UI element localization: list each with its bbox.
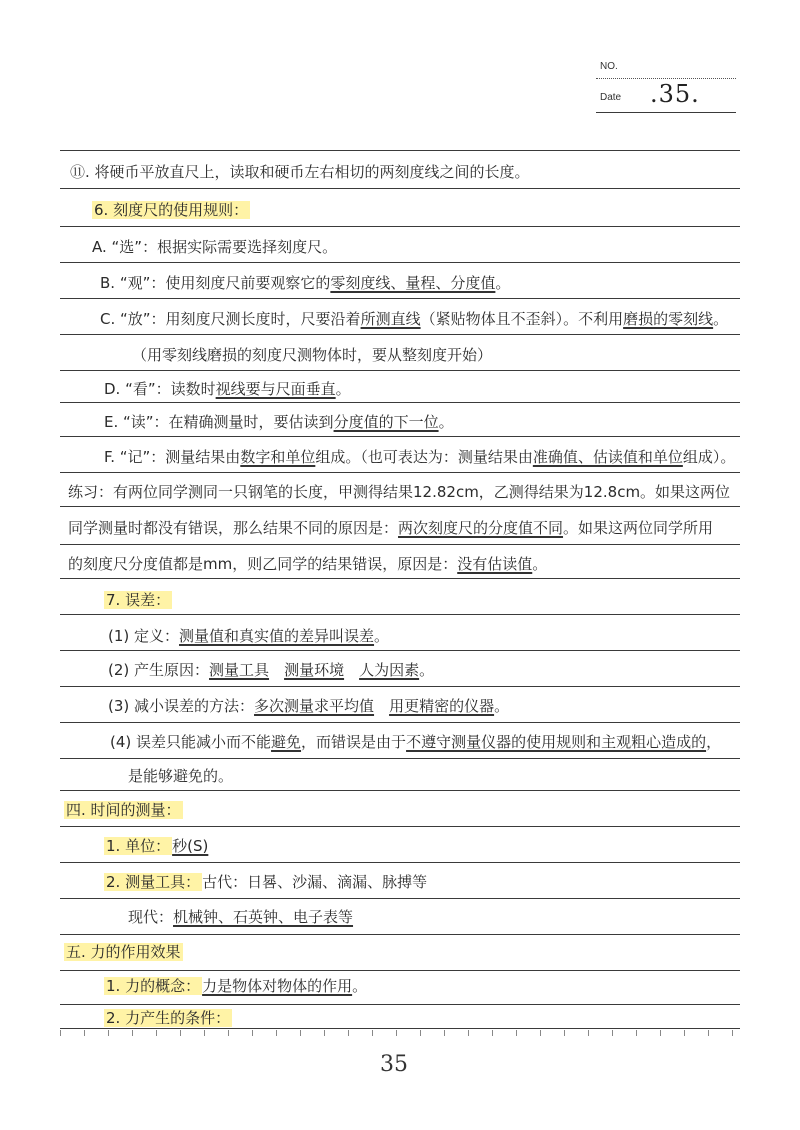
note-line — [108, 660, 434, 680]
date-value: .35. — [650, 80, 700, 108]
note-text-segment: 磨损的零刻线 — [623, 310, 714, 328]
note-line — [92, 200, 250, 220]
note-text-segment: 6. 刻度尺的使用规则： — [94, 201, 249, 219]
note-text-segment: 古代：日晷、沙漏、滴漏、脉搏等 — [202, 873, 428, 891]
note-text-segment: 是能够避免的。 — [128, 767, 234, 785]
note-text-segment: 机械钟、石英钟、电子表等 — [173, 908, 354, 926]
note-line — [92, 237, 337, 257]
note-text-segment: ， — [706, 733, 722, 751]
note-text-segment: ，而错误是由于 — [301, 733, 407, 751]
note-text-segment: A. “选”：根据实际需要选择刻度尺。 — [92, 238, 338, 256]
note-text-segment: 。 — [374, 627, 390, 645]
ruled-line — [60, 578, 740, 579]
note-text-segment: (1) 定义： — [108, 627, 180, 645]
note-line — [128, 907, 353, 927]
no-dotted-line — [596, 78, 736, 79]
note-text-segment: 视线要与尺面垂直 — [215, 380, 336, 398]
ruled-line — [60, 826, 740, 827]
note-text-segment: 1. 单位： — [106, 837, 171, 855]
note-text-segment: B. “观”：使用刻度尺前要观察它的 — [100, 274, 331, 292]
note-text-segment — [374, 697, 389, 715]
note-text-segment: （紧贴物体且不歪斜）。不利用 — [420, 310, 624, 328]
note-text-segment: 组成）。 — [682, 448, 736, 466]
note-text-segment: 。 — [713, 310, 729, 328]
note-text-segment: (4) 误差只能减小而不能 — [110, 733, 272, 751]
ruled-line — [60, 370, 740, 371]
note-text-segment: 练习：有两位同学测同一只钢笔的长度，甲测得结果12.82cm，乙测得结果为12.8cm。如果这两位 — [68, 483, 731, 501]
ruled-line — [60, 722, 740, 723]
note-text-segment: E. “读”：在精确测量时，要估读到 — [104, 413, 334, 431]
date-label: Date — [600, 92, 622, 103]
note-text-segment: 同学测量时都没有错误，那么结果不同的原因是： — [68, 519, 399, 537]
no-label: NO. — [600, 61, 618, 72]
ruled-line — [60, 150, 740, 151]
note-text-segment: 力是物体对物体的作用 — [202, 977, 353, 995]
note-text-segment: 现代： — [128, 908, 174, 926]
note-text-segment: 1. 力的概念： — [106, 977, 201, 995]
note-line — [100, 273, 510, 293]
note-text-segment: 用更精密的仪器 — [389, 697, 495, 715]
note-line — [104, 447, 735, 467]
note-text-segment: 2. 测量工具： — [106, 873, 201, 891]
note-text-segment: 测量环境 — [284, 661, 345, 679]
note-text-segment: 。 — [438, 413, 454, 431]
note-text-segment: 的刻度尺分度值都是mm，则乙同学的结果错误，原因是： — [68, 555, 458, 573]
note-text-segment: 多次测量求平均值 — [254, 697, 375, 715]
note-line — [104, 379, 351, 399]
ruled-line — [60, 650, 740, 651]
note-text-segment: 没有估读值 — [457, 555, 533, 573]
page-number: 35 — [380, 1052, 408, 1077]
ruled-line — [60, 758, 740, 759]
note-text-segment: 数字和单位 — [240, 448, 316, 466]
ruled-line — [596, 112, 736, 113]
note-line — [110, 732, 721, 752]
ruled-line — [60, 614, 740, 615]
note-text-segment: ⑪. 将硬币平放直尺上，读取和硬币左右相切的两刻度线之间的长度。 — [70, 163, 530, 181]
note-text-segment: D. “看”：读数时 — [104, 380, 216, 398]
note-text-segment: 准确值、估读值和单位 — [532, 448, 683, 466]
note-text-segment: 7. 误差： — [106, 591, 171, 609]
note-text-segment: 测量工具 — [209, 661, 270, 679]
note-line — [68, 518, 713, 538]
note-text-segment — [344, 661, 359, 679]
ruled-line — [60, 1028, 740, 1029]
note-text-segment: 人为因素 — [359, 661, 420, 679]
ruled-line — [60, 934, 740, 935]
note-text-segment: 。 — [494, 697, 510, 715]
note-line — [132, 345, 492, 365]
note-text-segment: (2) 产生原因： — [108, 661, 210, 679]
note-text-segment: F. “记”：测量结果由 — [104, 448, 241, 466]
ruled-line — [60, 544, 740, 545]
note-text-segment: 。 — [495, 274, 511, 292]
ruled-line — [60, 436, 740, 437]
note-line — [108, 696, 509, 716]
note-line — [104, 1008, 232, 1028]
note-line — [68, 554, 547, 574]
ruled-line — [60, 226, 740, 227]
note-text-segment: 。 — [352, 977, 368, 995]
note-text-segment: （用零刻线磨损的刻度尺测物体时，要从整刻度开始） — [132, 346, 493, 364]
ruled-line — [60, 402, 740, 403]
note-line — [104, 836, 208, 856]
note-text-segment: 测量值和真实值的差异叫误差 — [179, 627, 375, 645]
note-text-segment: (3) 减小误差的方法： — [108, 697, 255, 715]
note-text-segment: C. “放”：用刻度尺测长度时，尺要沿着 — [100, 310, 361, 328]
note-text-segment: 所测直线 — [360, 310, 421, 328]
note-line — [104, 412, 454, 432]
ruled-line — [60, 472, 740, 473]
ruled-line — [60, 506, 740, 507]
ruled-line — [60, 898, 740, 899]
note-line — [64, 942, 183, 962]
note-line — [68, 482, 730, 502]
note-text-segment: 零刻度线、量程、分度值 — [330, 274, 496, 292]
note-text-segment: 不遵守测量仪器的使用规则和主观粗心造成的 — [406, 733, 707, 751]
note-text-segment: 秒(S) — [172, 837, 209, 855]
note-text-segment — [269, 661, 284, 679]
note-text-segment: 。 — [419, 661, 435, 679]
note-line — [108, 626, 389, 646]
ruled-line — [60, 970, 740, 971]
ruled-line — [60, 262, 740, 263]
ruler-ticks — [60, 1030, 740, 1036]
note-line — [104, 872, 427, 892]
note-line — [128, 766, 233, 786]
note-text-segment: 。 — [335, 380, 351, 398]
ruled-line — [60, 334, 740, 335]
ruled-line — [60, 790, 740, 791]
note-text-segment: 五. 力的作用效果 — [66, 943, 181, 961]
ruled-line — [60, 298, 740, 299]
ruled-line — [60, 188, 740, 189]
note-line — [104, 976, 367, 996]
note-text-segment: 。 — [532, 555, 548, 573]
note-line — [100, 309, 728, 329]
note-text-segment: 组成。（也可表达为：测量结果由 — [315, 448, 533, 466]
note-text-segment: 避免 — [271, 733, 302, 751]
note-text-segment: 分度值的下一位 — [333, 413, 439, 431]
note-text-segment: 两次刻度尺的分度值不同 — [398, 519, 564, 537]
note-text-segment: 。如果这两位同学所用 — [563, 519, 714, 537]
ruled-line — [60, 862, 740, 863]
note-text-segment: 2. 力产生的条件： — [106, 1009, 231, 1027]
ruled-line — [60, 1004, 740, 1005]
note-line — [104, 590, 172, 610]
ruled-line — [60, 686, 740, 687]
note-line — [64, 800, 183, 820]
note-line — [70, 162, 530, 182]
note-text-segment: 四. 时间的测量： — [66, 801, 181, 819]
